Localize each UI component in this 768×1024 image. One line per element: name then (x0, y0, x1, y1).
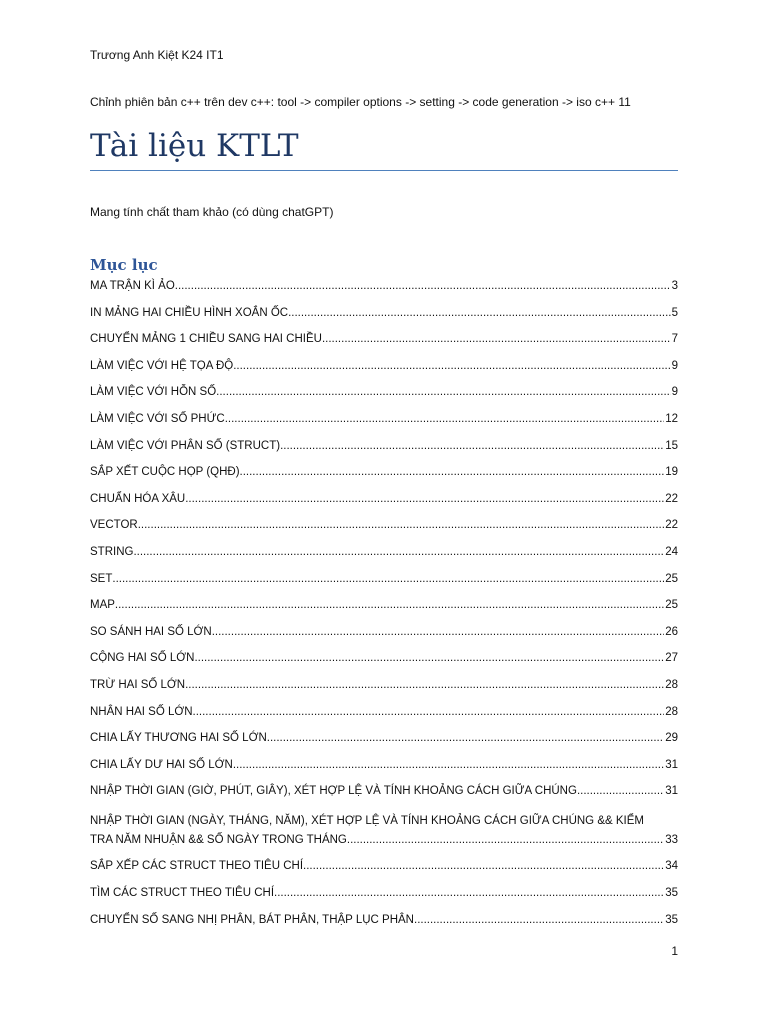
toc-entry[interactable] (90, 704, 678, 720)
toc-entry[interactable] (90, 358, 678, 374)
toc-leader-dots (185, 491, 664, 507)
toc-leader-dots (577, 783, 664, 799)
toc-entry-label: CHUYỂN SỐ SANG NHỊ PHÂN, BÁT PHÂN, THẬP LỤC PHÂN (90, 913, 414, 926)
title-underline (90, 170, 678, 171)
toc-entry-page: 12 (665, 412, 678, 425)
toc-entry-page: 9 (671, 359, 678, 372)
toc-entry[interactable] (90, 464, 678, 480)
toc-entry-label-continued: TRA NĂM NHUẬN && SỐ NGÀY TRONG THÁNG (90, 833, 347, 846)
toc-leader-dots (175, 278, 671, 294)
toc-entry-page: 22 (665, 519, 678, 532)
toc-leader-dots (216, 384, 670, 400)
toc-entry[interactable] (90, 858, 678, 874)
toc-entry-page: 25 (665, 599, 678, 612)
toc-entry-page: 29 (665, 732, 678, 745)
toc-entry-page: 34 (665, 860, 678, 873)
toc-entry-label: NHÂN HAI SỐ LỚN (90, 705, 193, 718)
toc-entry-label: LÀM VIỆC VỚI HỖN SỐ (90, 386, 217, 399)
toc-entry-label: CHUẨN HÓA XÂU (90, 492, 186, 505)
compiler-note: Chỉnh phiên bản c++ trên dev c++: tool -> compiler options -> setting -> code generation -> iso c++ 11 (90, 95, 631, 109)
toc-entry[interactable] (90, 810, 678, 848)
toc-entry[interactable] (90, 517, 678, 533)
toc-entry-page: 15 (665, 439, 678, 452)
toc-entry-label: SO SÁNH HAI SỐ LỚN (90, 625, 212, 638)
toc-entry[interactable] (90, 885, 678, 901)
toc-leader-dots (303, 858, 664, 874)
toc-entry-page: 7 (671, 333, 678, 346)
toc-heading: Mục lục (90, 256, 158, 274)
toc-entry[interactable] (90, 491, 678, 507)
toc-entry-page: 19 (665, 466, 678, 479)
toc-entry-label: CỘNG HAI SỐ LỚN (90, 652, 195, 665)
toc-leader-dots (280, 438, 664, 454)
toc-entry-label: CHIA LẤY DƯ HAI SỐ LỚN (90, 758, 233, 771)
toc-entry-label: TÌM CÁC STRUCT THEO TIÊU CHÍ (90, 887, 275, 900)
toc-leader-dots (267, 730, 664, 746)
toc-entry-page: 3 (671, 280, 678, 292)
toc-entry-page: 27 (665, 652, 678, 665)
toc-entry-label: MAP (90, 599, 115, 612)
toc-entry[interactable] (90, 384, 678, 400)
toc-entry[interactable] (90, 331, 678, 347)
toc-entry-page: 28 (665, 678, 678, 691)
toc-entry-label: VECTOR (90, 519, 138, 532)
toc-entry[interactable] (90, 597, 678, 613)
toc-entry[interactable] (90, 624, 678, 640)
toc-entry-label: IN MẢNG HAI CHIỀU HÌNH XOẮN ỐC (90, 306, 289, 319)
toc-entry-page: 28 (665, 705, 678, 718)
toc-entry-label: LÀM VIỆC VỚI SỐ PHỨC (90, 412, 225, 425)
toc-entry-label: TRỪ HAI SỐ LỚN (90, 678, 186, 691)
toc-leader-dots (347, 832, 664, 848)
toc-entry-page: 31 (665, 785, 678, 798)
toc-leader-dots (194, 650, 664, 666)
toc-leader-dots (233, 358, 670, 374)
document-page (90, 0, 678, 1024)
toc-entry[interactable] (90, 757, 678, 773)
toc-leader-dots (233, 757, 664, 773)
toc-entry-label: NHẬP THỜI GIAN (GIỜ, PHÚT, GIÂY), XÉT HỢP LỆ VÀ TÍNH KHOẢNG CÁCH GIỮA CHÚNG (90, 785, 577, 798)
toc-entry-page: 35 (665, 913, 678, 926)
toc-entry-page: 5 (671, 306, 678, 319)
toc-leader-dots (225, 411, 664, 427)
toc-entry-page: 31 (665, 758, 678, 771)
toc-entry[interactable] (90, 305, 678, 321)
page-number: 1 (671, 944, 678, 958)
table-of-contents (90, 278, 678, 938)
toc-entry[interactable] (90, 278, 678, 294)
toc-leader-dots (185, 677, 664, 693)
toc-entry-label: LÀM VIỆC VỚI PHÂN SỐ (STRUCT) (90, 439, 281, 452)
toc-entry[interactable] (90, 783, 678, 799)
toc-entry[interactable] (90, 571, 678, 587)
toc-leader-dots (115, 597, 664, 613)
toc-entry-label: NHẬP THỜI GIAN (NGÀY, THÁNG, NĂM), XÉT HỢP LỆ VÀ TÍNH KHOẢNG CÁCH GIỮA CHÚNG && KIỂM (90, 814, 644, 827)
toc-entry[interactable] (90, 730, 678, 746)
toc-entry-label: LÀM VIỆC VỚI HỆ TỌA ĐỘ (90, 359, 234, 372)
toc-leader-dots (212, 624, 665, 640)
toc-entry[interactable] (90, 438, 678, 454)
toc-entry[interactable] (90, 912, 678, 928)
toc-entry-label: SẮP XẾP CÁC STRUCT THEO TIÊU CHÍ (90, 860, 304, 873)
toc-leader-dots (240, 464, 665, 480)
toc-entry[interactable] (90, 544, 678, 560)
toc-leader-dots (288, 305, 671, 321)
toc-leader-dots (193, 704, 665, 720)
toc-entry-page: 26 (665, 625, 678, 638)
author-line: Trương Anh Kiệt K24 IT1 (90, 48, 224, 62)
document-subtitle: Mang tính chất tham khảo (có dùng chatGPT) (90, 205, 334, 219)
toc-leader-dots (112, 571, 664, 587)
toc-entry-label: CHUYỂN MẢNG 1 CHIỀU SANG HAI CHIỀU (90, 333, 322, 346)
toc-entry-label: SET (90, 572, 113, 585)
toc-leader-dots (138, 517, 664, 533)
toc-entry-label: MA TRẬN KÌ ẢO (90, 280, 175, 292)
toc-entry-label: STRING (90, 545, 134, 558)
toc-entry-page: 25 (665, 572, 678, 585)
toc-leader-dots (274, 885, 664, 901)
toc-entry-label: SẮP XẾT CUỘC HỌP (QHĐ) (90, 466, 240, 479)
toc-entry[interactable] (90, 650, 678, 666)
toc-entry-page: 35 (665, 887, 678, 900)
toc-entry-page: 24 (665, 545, 678, 558)
toc-entry[interactable] (90, 411, 678, 427)
toc-leader-dots (322, 331, 671, 347)
document-title: Tài liệu KTLT (90, 128, 299, 164)
toc-entry-page: 22 (665, 492, 678, 505)
toc-entry-page: 33 (665, 833, 678, 846)
toc-leader-dots (414, 912, 664, 928)
toc-entry-label: CHIA LẤY THƯƠNG HAI SỐ LỚN (90, 732, 267, 745)
toc-entry[interactable] (90, 677, 678, 693)
toc-leader-dots (133, 544, 664, 560)
toc-entry-page: 9 (671, 386, 678, 399)
